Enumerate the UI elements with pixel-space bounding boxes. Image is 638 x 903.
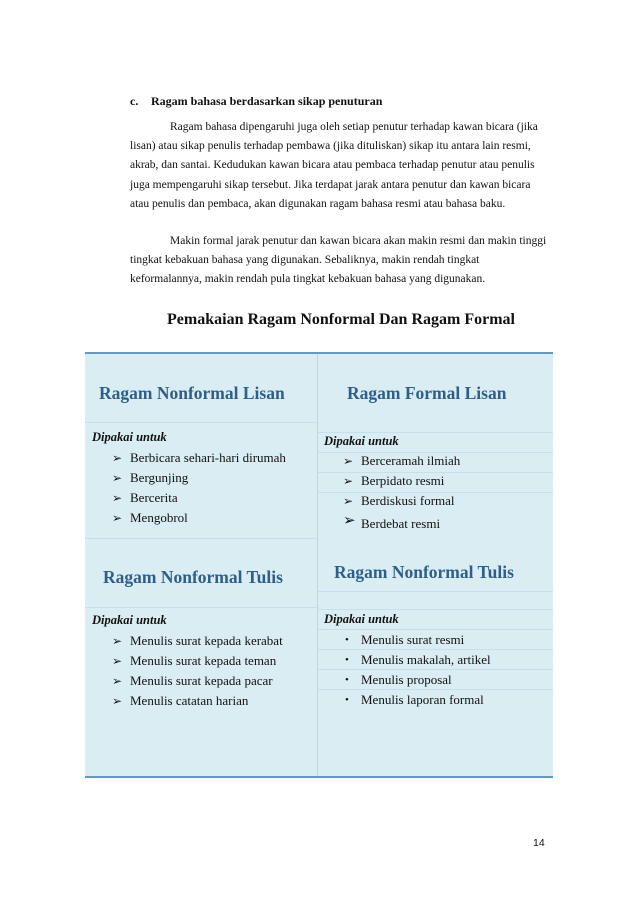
usage-label: Dipakai untuk bbox=[92, 430, 167, 444]
arrow-bullet-icon: ➢ bbox=[112, 511, 123, 525]
usage-list-formal-tulis bbox=[343, 630, 548, 710]
page-number: 14 bbox=[533, 837, 545, 849]
cell-title-nonformal-lisan: Ragam Nonformal Lisan bbox=[99, 383, 285, 403]
list-item: • Menulis laporan formal bbox=[343, 690, 548, 710]
arrow-bullet-icon: ➢ bbox=[112, 694, 123, 708]
section-heading-text: Ragam bahasa berdasarkan sikap penuturan bbox=[151, 94, 383, 108]
arrow-bullet-icon: ➢ bbox=[112, 451, 123, 465]
dot-bullet-icon: • bbox=[345, 694, 349, 706]
list-item: ➢ Mengobrol bbox=[112, 508, 312, 528]
row-line bbox=[318, 432, 553, 433]
arrow-bullet-icon: ➢ bbox=[112, 654, 123, 668]
list-item: • Menulis makalah, artikel bbox=[343, 650, 548, 670]
arrow-bullet-icon: ➢ bbox=[112, 471, 123, 485]
usage-label: Dipakai untuk bbox=[324, 612, 399, 626]
section-heading bbox=[130, 94, 382, 109]
usage-label: Dipakai untuk bbox=[324, 434, 399, 448]
arrow-bullet-icon: ➢ bbox=[112, 634, 123, 648]
list-item: • Menulis surat resmi bbox=[343, 630, 548, 650]
list-item: • Menulis proposal bbox=[343, 670, 548, 690]
arrow-bullet-icon: ➢ bbox=[112, 674, 123, 688]
list-item: ➢ Berbicara sehari-hari dirumah bbox=[112, 448, 312, 468]
row-line bbox=[85, 538, 317, 539]
paragraph-1-text: Ragam bahasa dipengaruhi juga oleh setiap penutur terhadap kawan bicara (jika lisan) atau sikap penulis terhadap pembawa (jika dituliskan) sikap itu antara lain resmi, akrab, dan santai. Kedudukan kawan bicara atau pembaca terhadap penutur atau penulis juga mempengaruhi sikap tersebut. Jika terdapat jarak antara penutur dan kawan bicara atau penulis dan pembaca, akan digunakan ragam bahasa resmi atau bahasa baku. bbox=[130, 121, 538, 210]
usage-list-formal-lisan bbox=[343, 451, 548, 535]
paragraph-2 bbox=[130, 232, 548, 290]
dot-bullet-icon: • bbox=[345, 654, 349, 666]
dot-bullet-icon: • bbox=[345, 674, 349, 686]
list-item: ➢ Berceramah ilmiah bbox=[343, 451, 548, 471]
dot-bullet-icon: • bbox=[345, 634, 349, 646]
list-item: ➢ Menulis catatan harian bbox=[112, 691, 312, 711]
list-item: ➢ Bergunjing bbox=[112, 468, 312, 488]
arrow-bullet-icon: ➢ bbox=[343, 454, 354, 468]
arrow-bullet-icon: ➢ bbox=[343, 494, 354, 508]
column-divider bbox=[317, 354, 318, 776]
arrow-bullet-icon: ➢ bbox=[112, 491, 123, 505]
list-item: ➢ Berdebat resmi bbox=[343, 513, 441, 531]
cell-title-nonformal-tulis: Ragam Nonformal Tulis bbox=[103, 567, 283, 587]
usage-list-nonformal-lisan bbox=[112, 448, 312, 528]
arrow-bullet-icon: ➢ bbox=[343, 474, 354, 488]
list-item: ➢ Menulis surat kepada kerabat bbox=[112, 631, 312, 651]
row-line bbox=[85, 607, 317, 608]
row-line bbox=[318, 591, 553, 592]
usage-label: Dipakai untuk bbox=[92, 613, 167, 627]
row-line bbox=[318, 609, 553, 610]
arrow-bullet-icon: ➢ bbox=[343, 513, 356, 529]
list-item: ➢ Berdiskusi formal bbox=[343, 491, 548, 511]
table-title-text: Pemakaian Ragam Nonformal Dan Ragam Formal bbox=[167, 311, 515, 328]
paragraph-1 bbox=[130, 118, 548, 214]
usage-list-nonformal-tulis bbox=[112, 631, 312, 711]
cell-title-formal-lisan: Ragam Formal Lisan bbox=[347, 383, 507, 403]
cell-title-formal-tulis: Ragam Nonformal Tulis bbox=[334, 562, 514, 582]
comparison-table bbox=[85, 352, 553, 778]
row-line bbox=[85, 422, 317, 423]
list-item: ➢ Menulis surat kepada pacar bbox=[112, 671, 312, 691]
paragraph-2-text: Makin formal jarak penutur dan kawan bicara akan makin resmi dan makin tinggi tingkat kebakuan bahasa yang digunakan. Sebaliknya, makin rendah tingkat keformalannya, makin rendah pula tingkat kebakuan bahasa yang digunakan. bbox=[130, 235, 547, 286]
list-item: ➢ Berpidato resmi bbox=[343, 471, 548, 491]
list-item: ➢ Menulis surat kepada teman bbox=[112, 651, 312, 671]
section-marker: c. bbox=[130, 94, 139, 108]
table-title bbox=[0, 311, 638, 329]
list-item: ➢ Bercerita bbox=[112, 488, 312, 508]
